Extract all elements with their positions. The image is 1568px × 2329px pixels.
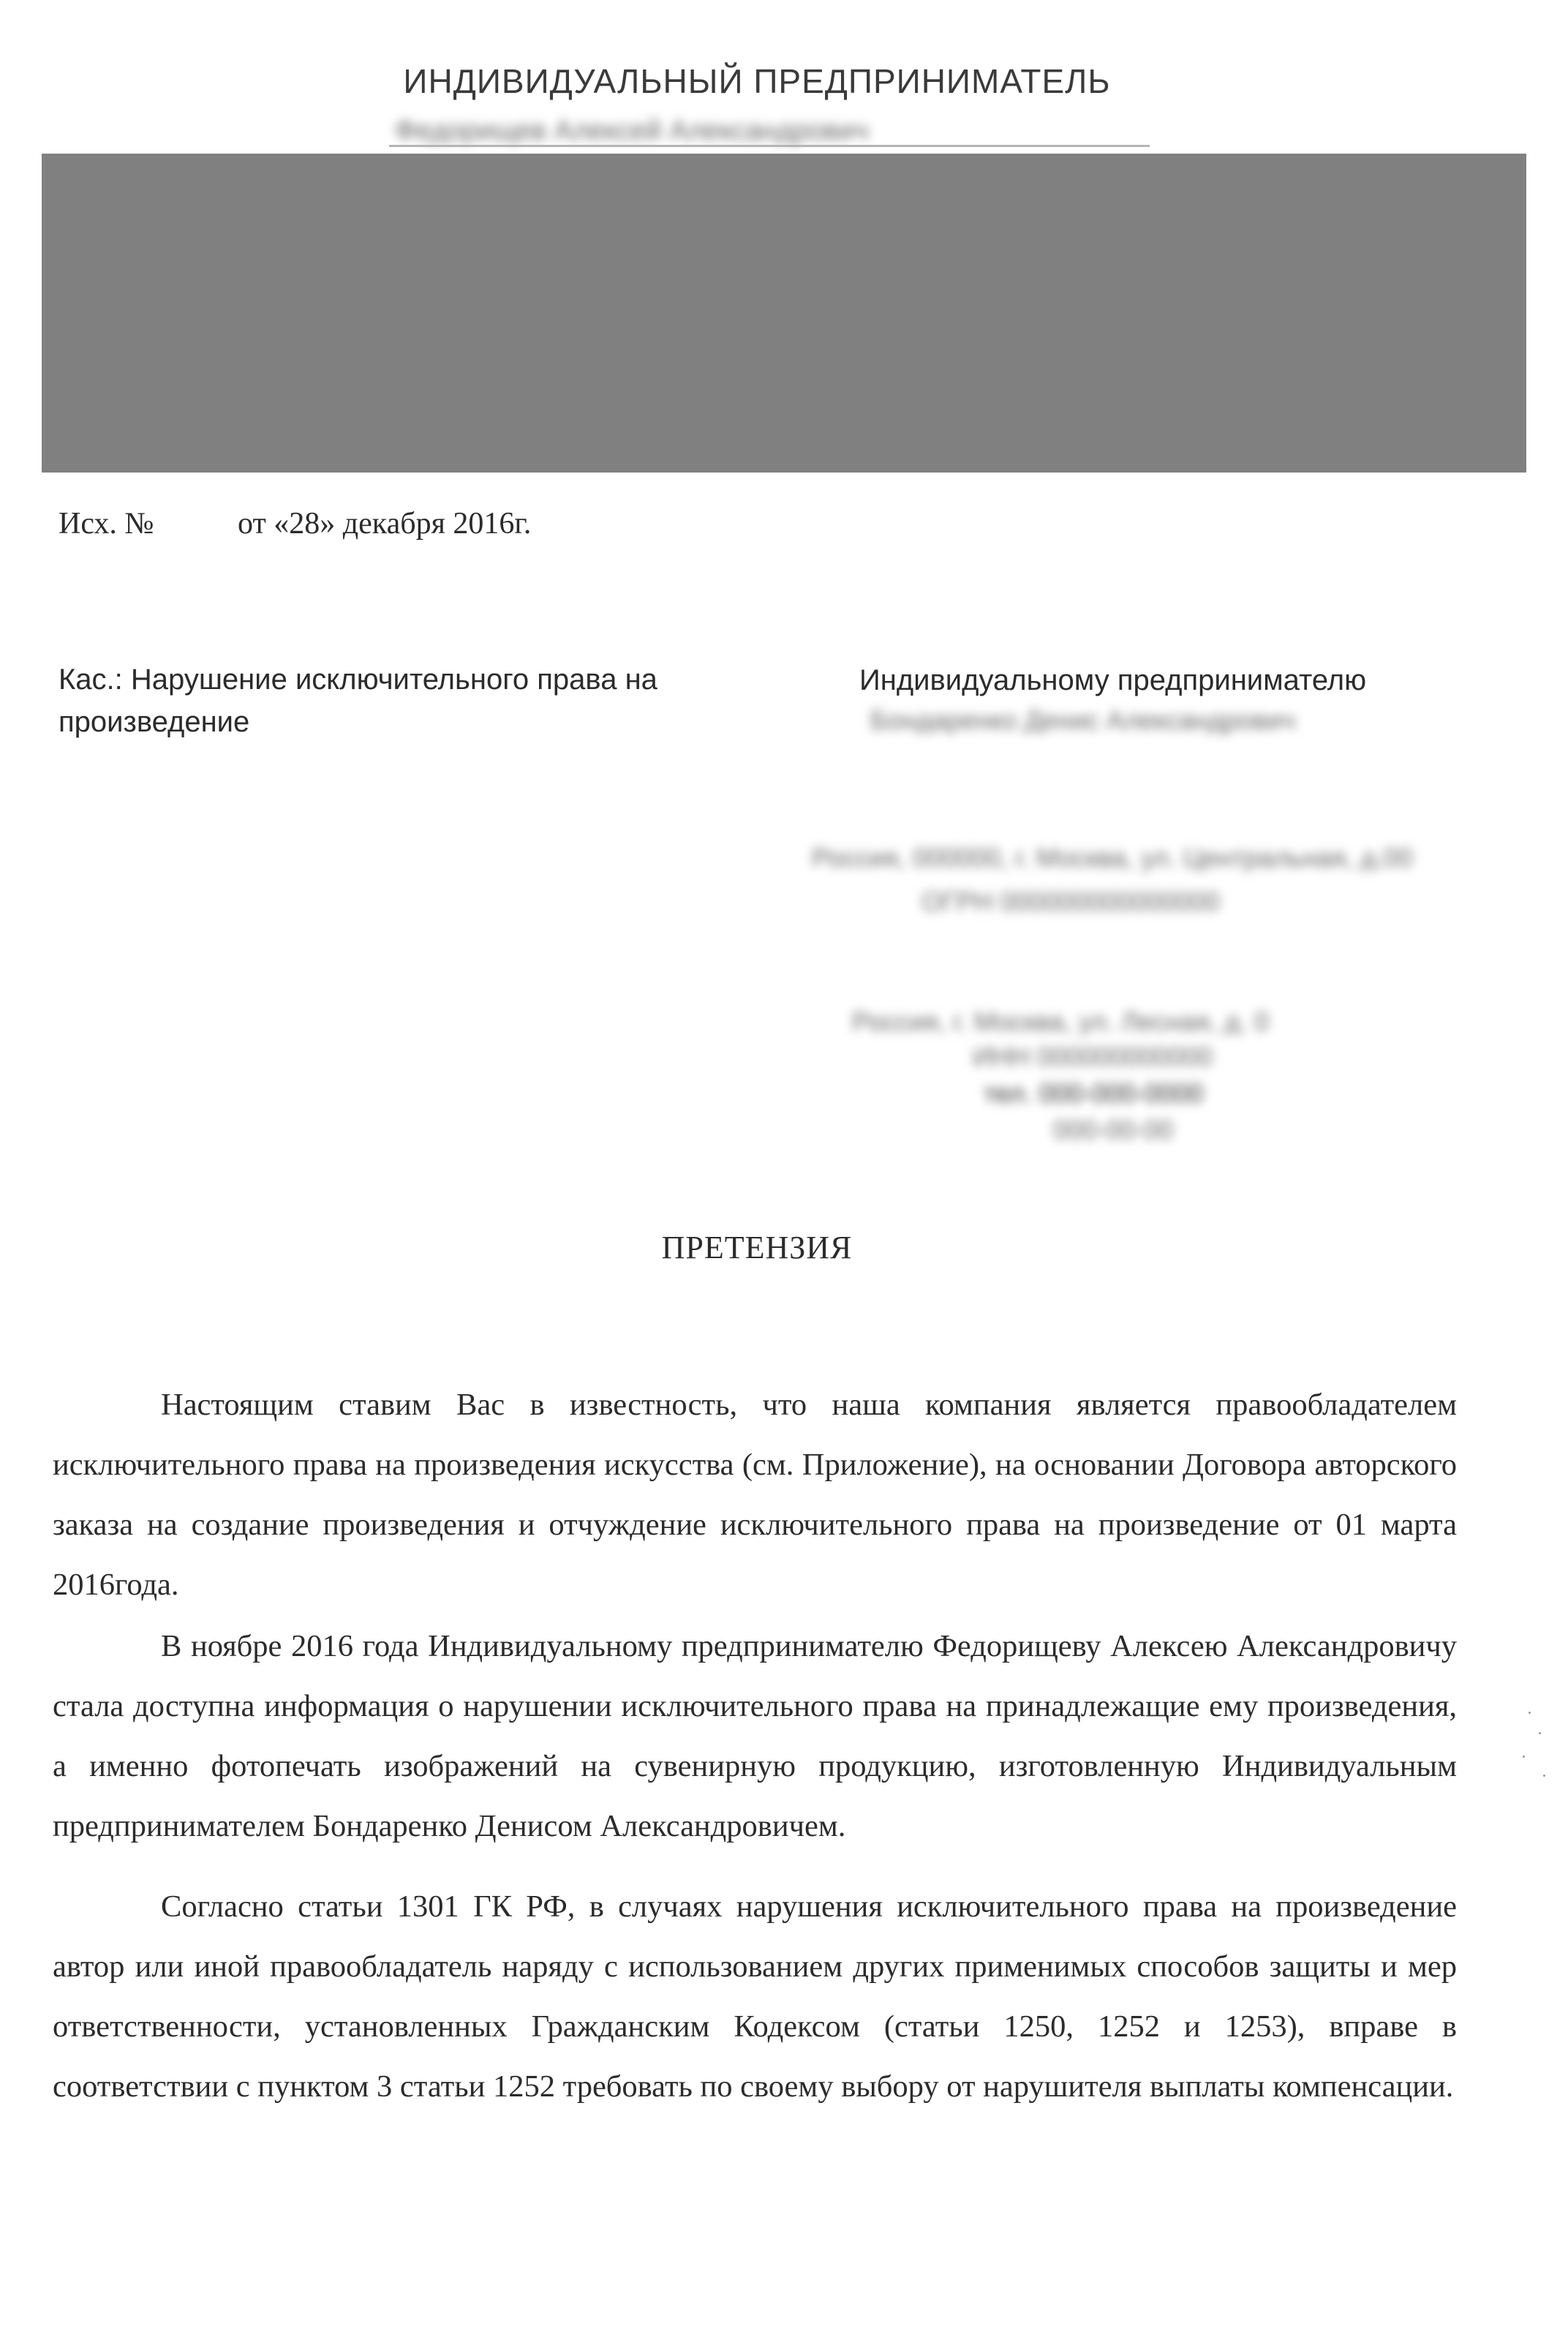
redacted-block [42,154,1526,473]
outgoing-reference [59,506,531,541]
body-paragraph: Настоящим ставим Вас в известность, что наша компания является правообладателем исключительного права на произведения искусства (см. Приложение), на основании Договора авторского заказа на создание произведения и отчуждение исключительного права на произведение от 01 марта 2016года. [53,1388,1457,1602]
letterhead-underline [389,145,1150,147]
addressee-title: Индивидуальному предпринимателю [859,664,1367,696]
scan-specks [1514,1704,1558,1792]
body-paragraph: Согласно статьи 1301 ГК РФ, в случаях нарушения исключительного права на произведение автор или иной правообладатель наряду с использованием других применимых способов защиты и мер ответственности, установленных Гражданским Кодексом (статьи 1250, 1252 и 1253), вправе в соответствии с пунктом 3 статьи 1252 требовать по своему выбору от нарушителя выплаты компенсации. [53,1889,1457,2104]
subject-line: Кас.: Нарушение исключительного права на произведение [59,663,657,738]
address-line: ОГРН 000000000000000 [921,887,1220,917]
addressee-name-redacted: Бондаренко Денис Александрович [870,705,1296,735]
document-title: ПРЕТЕНЗИЯ [661,1230,853,1265]
document-body [53,1375,1457,2118]
address-line: Россия, г. Москва, ул. Лесная, д. 0 [852,1007,1270,1036]
address-line: Россия, 000000, г. Москва, ул. Центральная, д.00 [812,843,1413,873]
reference-date: от «28» декабря 2016г. [238,507,532,541]
body-paragraph: В ноябре 2016 года Индивидуальному предпринимателю Федорищеву Алексею Александровичу стала доступна информация о нарушении исключительного права на принадлежащие ему произведения, а именно фотопечать изображений на сувенирную продукцию, изготовленную Индивидуальным предпринимателем Бондаренко Денисом Александровичем. [53,1629,1457,1843]
address-line: 000-00-00 [1053,1115,1174,1145]
address-line: тел. 000-000-0000 [984,1078,1204,1108]
letterhead-title: ИНДИВИДУАЛЬНЫЙ ПРЕДПРИНИМАТЕЛЬ [403,62,1111,100]
letterhead-name-redacted: Федорищев Алексей Александрович [395,116,869,145]
reference-number-label: Исх. № [59,507,154,541]
address-line: ИНН 000000000000 [973,1042,1213,1072]
